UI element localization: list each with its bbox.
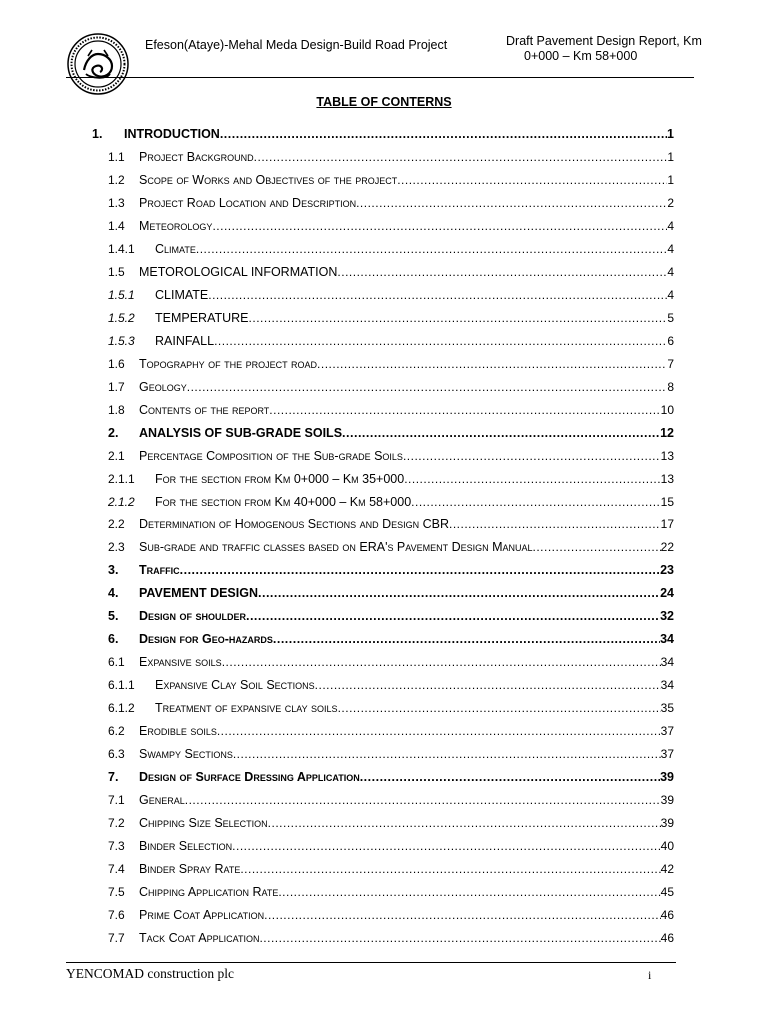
toc-entry-number: 1.2 [108, 172, 125, 187]
toc-entry-title: METOROLOGICAL INFORMATION [139, 264, 338, 279]
toc-entry-title: Chipping Application Rate [139, 885, 279, 899]
toc-entry-title: INTRODUCTION [124, 127, 220, 141]
toc-entry-page: 15 [660, 494, 674, 509]
toc-entry-page: 22 [660, 540, 674, 555]
toc-entry-page: 17 [660, 517, 674, 532]
toc-entry-number: 1.3 [108, 195, 125, 210]
toc-entry[interactable] [0, 449, 674, 467]
dot-leader [411, 495, 660, 509]
toc-entry-number: 6.1.2 [108, 701, 135, 716]
toc-entry-number: 6.3 [108, 747, 125, 762]
toc-entry-number: 2.1.1 [108, 471, 135, 486]
toc-entry-page: 13 [660, 471, 674, 486]
toc-entry-title: Erodible soils [139, 724, 217, 739]
toc-entry[interactable] [0, 931, 674, 949]
toc-entry-number: 6.1.1 [108, 678, 135, 693]
project-seal-logo [66, 32, 130, 96]
toc-entry[interactable] [0, 747, 674, 765]
toc-entry-number: 5. [108, 609, 119, 624]
toc-entry-page: 42 [660, 862, 674, 877]
toc-entry[interactable] [0, 839, 674, 857]
toc-entry[interactable] [0, 357, 674, 375]
toc-entry-page: 4 [667, 241, 674, 256]
toc-entry[interactable] [0, 655, 674, 673]
toc-entry-page: 10 [660, 402, 674, 417]
dot-leader [403, 449, 661, 463]
toc-entry-page: 39 [660, 770, 674, 785]
toc-entry-number: 7.4 [108, 862, 125, 877]
toc-entry-page: 12 [660, 425, 674, 440]
toc-entry[interactable] [0, 380, 674, 398]
toc-entry-number: 2.3 [108, 540, 125, 555]
toc-entry-number: 3. [108, 563, 119, 578]
dot-leader [269, 403, 660, 417]
toc-entry-page: 4 [667, 218, 674, 233]
toc-entry-title: Expansive Clay Soil Sections [155, 678, 315, 693]
toc-entry-title: Climate [155, 241, 196, 256]
report-title [506, 34, 702, 64]
toc-entry[interactable] [0, 770, 674, 788]
toc-entry-title: PAVEMENT DESIGN [139, 586, 258, 601]
dot-leader [342, 426, 660, 440]
dot-leader [273, 632, 660, 646]
dot-leader [264, 908, 661, 922]
toc-entry-page: 23 [660, 563, 674, 578]
toc-entry-page: 34 [660, 632, 674, 647]
toc-entry-page: 46 [660, 930, 674, 945]
dot-leader [217, 724, 661, 738]
toc-entry-number: 4. [108, 586, 119, 601]
dot-leader [337, 265, 667, 279]
footer-page-number: i [648, 968, 652, 982]
dot-leader [180, 563, 660, 577]
toc-entry-number: 1.6 [108, 356, 125, 371]
dot-leader [240, 862, 660, 876]
toc-entry-title: Swampy Sections [139, 747, 233, 762]
toc-entry-title: Contents of the report [139, 402, 270, 417]
toc-entry-title: Sub-grade and traffic classes based on ERA's Pavement Design Manual [139, 540, 533, 555]
toc-entry[interactable] [0, 150, 674, 168]
dot-leader [315, 678, 661, 692]
project-title: Efeson(Ataye)-Mehal Meda Design-Build Road Project [145, 38, 448, 52]
toc-entry[interactable] [0, 678, 674, 696]
toc-entry-number: 7. [108, 770, 119, 785]
toc-entry[interactable] [0, 862, 674, 880]
toc-entry-number: 1.5.2 [108, 310, 135, 325]
toc-entry-title: Treatment of expansive clay soils [155, 701, 338, 716]
toc-entry-title: Traffic [139, 563, 180, 578]
toc-entry-number: 1.5.1 [108, 287, 135, 302]
header-rule [66, 77, 694, 78]
toc-entry[interactable] [0, 288, 674, 306]
dot-leader [187, 380, 668, 394]
toc-entry-title: For the section from Km 0+000 – Km 35+000 [155, 471, 405, 486]
toc-entry-page: 45 [660, 885, 674, 899]
dot-leader [404, 472, 660, 486]
toc-entry-title: Binder Selection [139, 839, 233, 854]
dot-leader [214, 334, 667, 348]
toc-entry-number: 2.2 [108, 517, 125, 532]
toc-entry-title: Topography of the project road [139, 356, 318, 371]
toc-entry[interactable] [0, 701, 674, 719]
dot-leader [360, 770, 660, 784]
toc-entry-title: Prime Coat Application [139, 907, 265, 922]
toc-entry-title: Geology [139, 379, 187, 394]
toc-entry-number: 7.5 [108, 885, 125, 899]
toc-entry[interactable] [0, 540, 674, 558]
toc-entry-title: CLIMATE [155, 287, 209, 302]
dot-leader [233, 747, 661, 761]
toc-entry-number: 7.3 [108, 839, 125, 854]
dot-leader [254, 150, 668, 164]
toc-entry[interactable] [0, 472, 674, 490]
dot-leader [220, 127, 667, 141]
toc-entry-page: 35 [660, 701, 674, 716]
toc-entry-title: General [139, 793, 185, 808]
toc-entry-title: Chipping Size Selection [139, 816, 268, 831]
toc-entry-number: 1.7 [108, 379, 125, 394]
dot-leader [268, 816, 661, 830]
toc-entry-page: 8 [667, 379, 674, 394]
toc-entry-page: 5 [667, 310, 674, 325]
toc-entry-number: 7.2 [108, 816, 125, 831]
toc-entry-page: 37 [660, 724, 674, 739]
toc-entry-number: 1.4 [108, 218, 125, 233]
toc-entry-number: 2.1.2 [108, 494, 135, 509]
toc-entry-page: 32 [660, 609, 674, 624]
toc-entry[interactable] [0, 173, 674, 191]
toc-entry-title: Design of Surface Dressing Application [139, 770, 360, 785]
toc-entry-page: 39 [660, 816, 674, 831]
toc-entry-title: Design of shoulder [139, 609, 246, 624]
dot-leader [222, 655, 661, 669]
dot-leader [317, 357, 667, 371]
toc-entry-page: 2 [667, 195, 674, 210]
toc-entry[interactable] [0, 517, 674, 535]
toc-entry-title: Meteorology [139, 218, 213, 233]
toc-entry-title: ANALYSIS OF SUB-GRADE SOILS [139, 425, 343, 440]
toc-entry-number: 1.5 [108, 264, 125, 279]
toc-entry-number: 1.4.1 [108, 241, 135, 256]
toc-entry-page: 1 [667, 149, 674, 164]
toc-entry[interactable] [0, 219, 674, 237]
dot-leader [259, 931, 660, 945]
toc-entry-page: 1 [667, 172, 674, 187]
toc-entry[interactable] [0, 495, 674, 513]
footer-company: YENCOMAD construction plc [66, 966, 234, 981]
toc-entry[interactable] [0, 311, 674, 329]
toc-entry[interactable] [0, 265, 674, 283]
toc-entry-page: 34 [660, 655, 674, 670]
toc-entry-title: Design for Geo-hazards [139, 632, 273, 647]
toc-entry[interactable] [0, 908, 674, 926]
dot-leader [338, 701, 661, 715]
toc-entry[interactable] [0, 885, 674, 903]
dot-leader [232, 839, 660, 853]
toc-entry[interactable] [0, 724, 674, 742]
toc-entry-page: 1 [667, 127, 674, 141]
toc-entry-number: 1. [92, 127, 103, 141]
toc-entry[interactable] [0, 403, 674, 421]
toc-entry[interactable] [0, 334, 674, 352]
toc-entry-title: Determination of Homogenous Sections and Design CBR [139, 517, 449, 532]
toc-entry-title: Project Background [139, 149, 254, 164]
dot-leader [185, 793, 661, 807]
toc-entry-page: 6 [667, 333, 674, 348]
toc-entry-title: Project Road Location and Description [139, 195, 357, 210]
dot-leader [356, 196, 667, 210]
report-title-line1: Draft Pavement Design Report, Km [506, 34, 702, 48]
dot-leader [533, 540, 661, 554]
toc-entry-number: 6.1 [108, 655, 125, 670]
dot-leader [449, 517, 661, 531]
toc-entry-title: Scope of Works and Objectives of the project [139, 172, 398, 187]
toc-entry-page: 4 [667, 287, 674, 302]
toc-entry[interactable] [0, 586, 674, 604]
toc-entry-page: 24 [660, 586, 674, 601]
toc-entry[interactable] [0, 242, 674, 260]
toc-entry-number: 6. [108, 632, 119, 647]
dot-leader [397, 173, 667, 187]
dot-leader [258, 586, 660, 600]
toc-entry[interactable] [0, 196, 674, 214]
toc-entry-number: 1.5.3 [108, 333, 135, 348]
toc-entry[interactable] [0, 632, 674, 650]
dot-leader [212, 219, 667, 233]
toc-entry-number: 2. [108, 425, 119, 440]
dot-leader [249, 311, 668, 325]
dot-leader [196, 242, 667, 256]
toc-entry-page: 13 [660, 448, 674, 463]
footer-rule [66, 962, 676, 963]
toc-entry-number: 7.7 [108, 930, 125, 945]
toc-entry-page: 4 [667, 264, 674, 279]
toc-entry[interactable] [0, 793, 674, 811]
toc-entry-page: 39 [660, 793, 674, 808]
toc-entry-title: Binder Spray Rate [139, 862, 241, 877]
toc-entry[interactable] [0, 426, 674, 444]
toc-entry-number: 6.2 [108, 724, 125, 739]
toc-entry-page: 40 [660, 839, 674, 854]
toc-entry-number: 2.1 [108, 448, 125, 463]
dot-leader [246, 609, 660, 623]
toc-entry-title: RAINFALL [155, 333, 215, 348]
toc-entry[interactable] [0, 816, 674, 834]
toc-entry-page: 7 [667, 356, 674, 371]
toc-entry[interactable] [0, 609, 674, 627]
toc-entry-number: 7.6 [108, 907, 125, 922]
toc-entry-title: Tack Coat Application [139, 930, 260, 945]
toc-entry-number: 1.1 [108, 149, 125, 164]
dot-leader [208, 288, 667, 302]
toc-entry-number: 1.8 [108, 402, 125, 417]
page-header [0, 0, 768, 80]
report-title-line2: 0+000 – Km 58+000 [524, 49, 638, 63]
toc-entry-page: 46 [660, 907, 674, 922]
toc-entry-page: 34 [660, 678, 674, 693]
toc-entry-title: Percentage Composition of the Sub-grade Soils [139, 448, 403, 463]
toc-entry-number: 7.1 [108, 793, 125, 808]
toc-entry-title: Expansive soils [139, 655, 222, 670]
toc-entry-title: TEMPERATURE [155, 310, 249, 325]
toc-entry[interactable] [0, 563, 674, 581]
toc-heading: TABLE OF CONTERNS [316, 95, 452, 109]
toc-entry-page: 37 [660, 747, 674, 762]
toc-entry[interactable] [0, 127, 674, 145]
toc-entry-title: For the section from Km 40+000 – Km 58+000 [155, 494, 412, 509]
dot-leader [278, 885, 660, 899]
